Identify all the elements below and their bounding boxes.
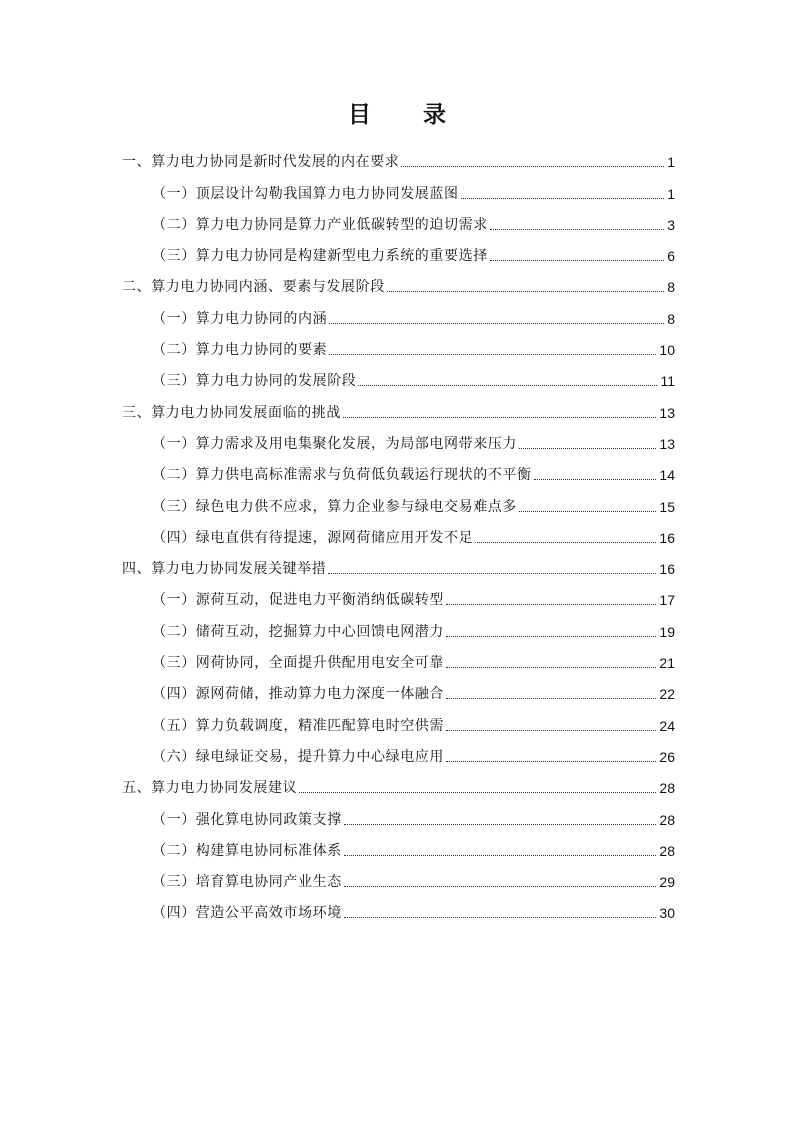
toc-section-entry[interactable] — [122, 860, 675, 891]
toc-chapter-entry[interactable] — [122, 547, 675, 578]
toc-entry-text: （五）算力负载调度，精准匹配算电时空供需 — [152, 717, 444, 734]
toc-entry-text: （二）构建算电协同标准体系 — [152, 842, 342, 859]
toc-entry-text: （四）源网荷储，推动算力电力深度一体融合 — [152, 686, 444, 703]
toc-section-entry[interactable] — [122, 453, 675, 484]
toc-page-number: 29 — [659, 874, 675, 891]
toc-section-entry[interactable] — [122, 516, 675, 547]
toc-entry-text: 一、算力电力协同是新时代发展的内在要求 — [122, 154, 400, 171]
toc-dot-leader — [328, 573, 656, 574]
toc-entry-text: 四、算力电力协同发展关键举措 — [122, 561, 327, 578]
toc-page-number: 16 — [659, 529, 675, 546]
toc-entry-text: （二）算力电力协同的要素 — [152, 342, 328, 359]
toc-section-entry[interactable] — [122, 484, 675, 515]
toc-section-entry[interactable] — [122, 203, 675, 234]
toc-dot-leader — [475, 542, 656, 543]
toc-page-number: 22 — [659, 686, 675, 703]
toc-dot-leader — [490, 229, 664, 230]
toc-page-number: 16 — [659, 561, 675, 578]
toc-section-entry[interactable] — [122, 328, 675, 359]
toc-dot-leader — [343, 417, 656, 418]
toc-section-entry[interactable] — [122, 703, 675, 734]
toc-dot-leader — [519, 448, 656, 449]
toc-section-entry[interactable] — [122, 422, 675, 453]
toc-dot-leader — [446, 636, 656, 637]
toc-page-number: 1 — [667, 154, 675, 171]
toc-page-number: 6 — [667, 248, 675, 265]
toc-title: 目 录 — [347, 102, 468, 128]
toc-list — [122, 140, 675, 922]
toc-dot-leader — [329, 354, 656, 355]
toc-page-number: 28 — [659, 842, 675, 859]
toc-page-number: 26 — [659, 748, 675, 765]
toc-section-entry[interactable] — [122, 609, 675, 640]
toc-entry-text: （一）强化算电协同政策支撑 — [152, 811, 342, 828]
toc-entry-text: （二）算力电力协同是算力产业低碳转型的迫切需求 — [152, 216, 488, 233]
toc-page-number: 14 — [659, 467, 675, 484]
toc-page-number: 10 — [659, 342, 675, 359]
toc-page-number: 30 — [659, 905, 675, 922]
toc-section-entry[interactable] — [122, 234, 675, 265]
toc-entry-text: 二、算力电力协同内涵、要素与发展阶段 — [122, 279, 385, 296]
toc-page-number: 21 — [659, 655, 675, 672]
toc-entry-text: （四）营造公平高效市场环境 — [152, 905, 342, 922]
toc-dot-leader — [490, 260, 664, 261]
toc-page-number: 8 — [667, 310, 675, 327]
toc-chapter-entry[interactable] — [122, 766, 675, 797]
toc-page-number: 11 — [660, 373, 675, 390]
toc-dot-leader — [344, 855, 657, 856]
toc-section-entry[interactable] — [122, 829, 675, 860]
toc-dot-leader — [299, 792, 656, 793]
toc-entry-text: 五、算力电力协同发展建议 — [122, 780, 298, 797]
toc-entry-text: 三、算力电力协同发展面临的挑战 — [122, 404, 341, 421]
toc-entry-text: （一）算力电力协同的内涵 — [152, 310, 328, 327]
toc-dot-leader — [446, 604, 656, 605]
toc-dot-leader — [401, 166, 664, 167]
toc-entry-text: （三）培育算电协同产业生态 — [152, 874, 342, 891]
toc-chapter-entry[interactable] — [122, 140, 675, 171]
toc-section-entry[interactable] — [122, 171, 675, 202]
toc-dot-leader — [534, 479, 657, 480]
toc-page-number: 28 — [659, 811, 675, 828]
toc-entry-text: （一）顶层设计勾勒我国算力电力协同发展蓝图 — [152, 185, 459, 202]
toc-entry-text: （三）绿色电力供不应求，算力企业参与绿电交易难点多 — [152, 498, 517, 515]
toc-section-entry[interactable] — [122, 797, 675, 828]
toc-dot-leader — [446, 698, 656, 699]
toc-entry-text: （六）绿电绿证交易，提升算力中心绿电应用 — [152, 748, 444, 765]
toc-entry-text: （一）算力需求及用电集聚化发展，为局部电网带来压力 — [152, 435, 517, 452]
toc-page-number: 19 — [659, 623, 675, 640]
toc-dot-leader — [387, 291, 664, 292]
toc-dot-leader — [446, 730, 656, 731]
toc-section-entry[interactable] — [122, 296, 675, 327]
toc-entry-text: （三）算力电力协同是构建新型电力系统的重要选择 — [152, 248, 488, 265]
toc-dot-leader — [344, 917, 657, 918]
toc-page-number: 1 — [667, 185, 675, 202]
toc-page-number: 24 — [659, 717, 675, 734]
toc-dot-leader — [519, 511, 656, 512]
toc-section-entry[interactable] — [122, 735, 675, 766]
toc-dot-leader — [344, 824, 657, 825]
toc-dot-leader — [358, 385, 657, 386]
toc-section-entry[interactable] — [122, 891, 675, 922]
toc-dot-leader — [461, 198, 665, 199]
toc-chapter-entry[interactable] — [122, 390, 675, 421]
toc-dot-leader — [446, 667, 656, 668]
toc-page-number: 28 — [659, 780, 675, 797]
toc-entry-text: （二）算力供电高标准需求与负荷低负载运行现状的不平衡 — [152, 467, 532, 484]
toc-section-entry[interactable] — [122, 641, 675, 672]
toc-dot-leader — [344, 886, 657, 887]
toc-dot-leader — [446, 761, 656, 762]
toc-page-number: 3 — [667, 216, 675, 233]
toc-entry-text: （二）储荷互动，挖掘算力中心回馈电网潜力 — [152, 623, 444, 640]
toc-page-number: 17 — [659, 592, 675, 609]
toc-chapter-entry[interactable] — [122, 265, 675, 296]
toc-section-entry[interactable] — [122, 578, 675, 609]
toc-page-number: 15 — [659, 498, 675, 515]
toc-section-entry[interactable] — [122, 672, 675, 703]
toc-dot-leader — [329, 323, 664, 324]
toc-page-number: 8 — [667, 279, 675, 296]
toc-section-entry[interactable] — [122, 359, 675, 390]
toc-entry-text: （一）源荷互动，促进电力平衡消纳低碳转型 — [152, 592, 444, 609]
toc-page-number: 13 — [659, 404, 675, 421]
toc-entry-text: （三）算力电力协同的发展阶段 — [152, 373, 357, 390]
toc-entry-text: （三）网荷协同，全面提升供配用电安全可靠 — [152, 655, 444, 672]
toc-page-number: 13 — [659, 435, 675, 452]
toc-entry-text: （四）绿电直供有待提速，源网荷储应用开发不足 — [152, 529, 474, 546]
